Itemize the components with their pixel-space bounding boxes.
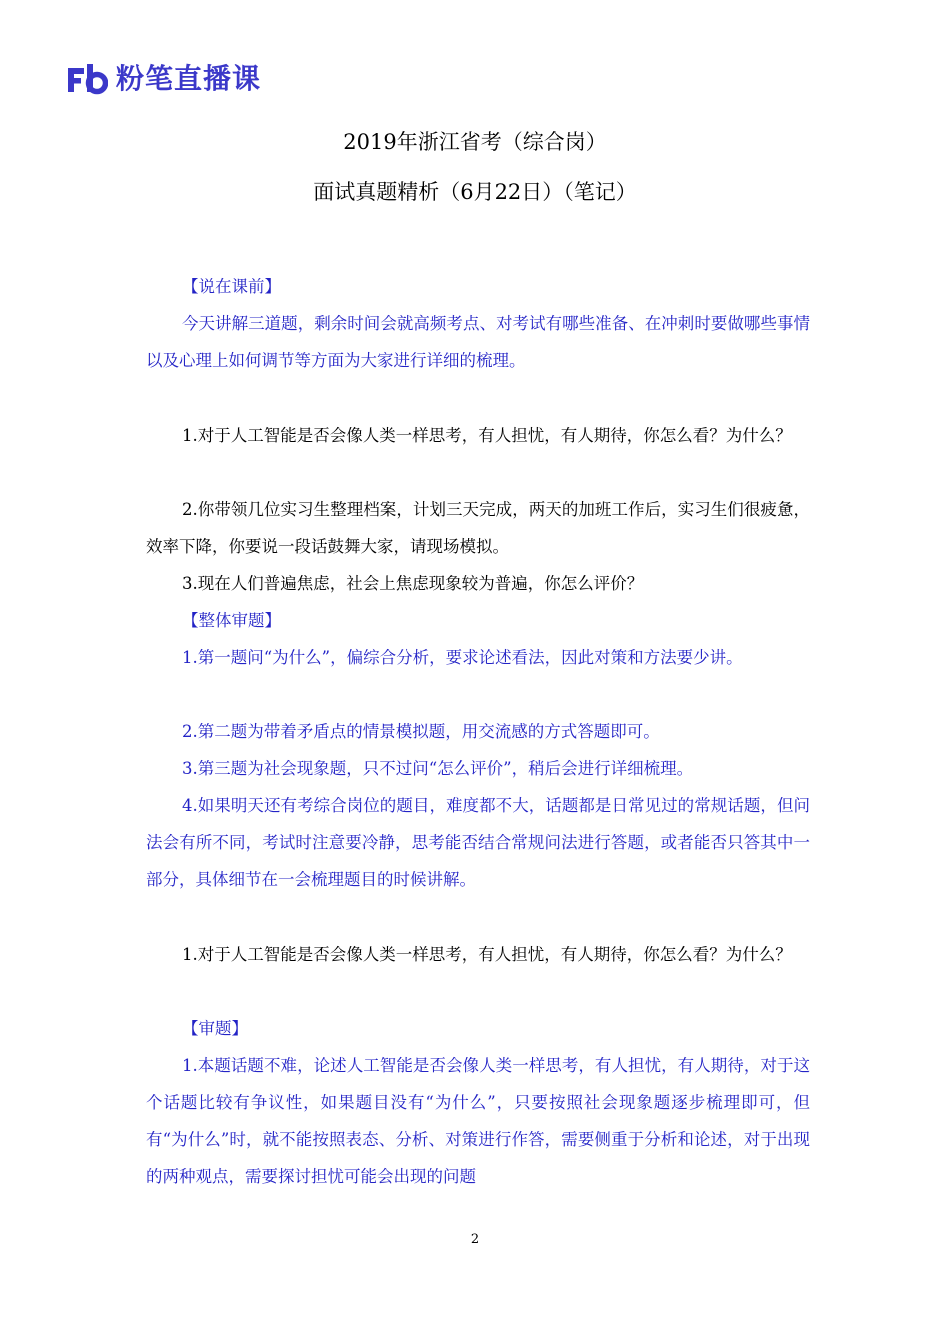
question-1-repeat: 1.对于人工智能是否会像人类一样思考，有人担忧，有人期待，你怎么看？为什么？ xyxy=(182,945,792,964)
overall-heading: 【整体审题】 xyxy=(182,611,281,630)
brand-logo xyxy=(66,60,261,98)
question-3: 3.现在人们普遍焦虑，社会上焦虑现象较为普遍，你怎么评价？ xyxy=(182,574,644,593)
brand-name: 粉笔直播课 xyxy=(116,62,262,95)
overall-point-2: 2.第二题为带着矛盾点的情景模拟题，用交流感的方式答题即可。 xyxy=(182,722,660,741)
fenbi-logo-icon xyxy=(66,60,108,98)
question-2: 2.你带领几位实习生整理档案，计划三天完成，两天的加班工作后，实习生们很疲惫，效率下降，你要说一段话鼓舞大家，请现场模拟。 xyxy=(146,500,810,556)
intro-text: 今天讲解三道题，剩余时间会就高频考点、对考试有哪些准备、在冲刺时要做哪些事情以及心理上如何调节等方面为大家进行详细的梳理。 xyxy=(146,314,810,370)
doc-title-line2: 面试真题精析（6月22日）（笔记） xyxy=(313,180,637,204)
page-number: 2 xyxy=(470,1232,480,1247)
intro-heading: 【说在课前】 xyxy=(182,277,281,296)
question-1: 1.对于人工智能是否会像人类一样思考，有人担忧，有人期待，你怎么看？为什么？ xyxy=(182,426,792,445)
overall-point-3: 3.第三题为社会现象题，只不过问“怎么评价”，稍后会进行详细梳理。 xyxy=(182,759,694,778)
review-text: 1.本题话题不难，论述人工智能是否会像人类一样思考，有人担忧，有人期待，对于这个话题比较有争议性，如果题目没有“为什么”，只要按照社会现象题逐步梳理即可，但有“为什么”时，就不能按照表态、分析、对策进行作答，需要侧重于分析和论述，对于出现的两种观点，需要探讨担忧可能会出现的问题 xyxy=(146,1056,810,1186)
overall-point-4: 4.如果明天还有考综合岗位的题目，难度都不大，话题都是日常见过的常规话题，但问法会有所不同，考试时注意要冷静，思考能否结合常规问法进行答题，或者能否只答其中一部分，具体细节在一会梳理题目的时候讲解。 xyxy=(146,796,810,889)
overall-point-1: 1.第一题问“为什么”，偏综合分析，要求论述看法，因此对策和方法要少讲。 xyxy=(182,648,743,667)
doc-title-line1: 2019年浙江省考（综合岗） xyxy=(343,130,607,154)
review-heading: 【审题】 xyxy=(182,1019,248,1038)
